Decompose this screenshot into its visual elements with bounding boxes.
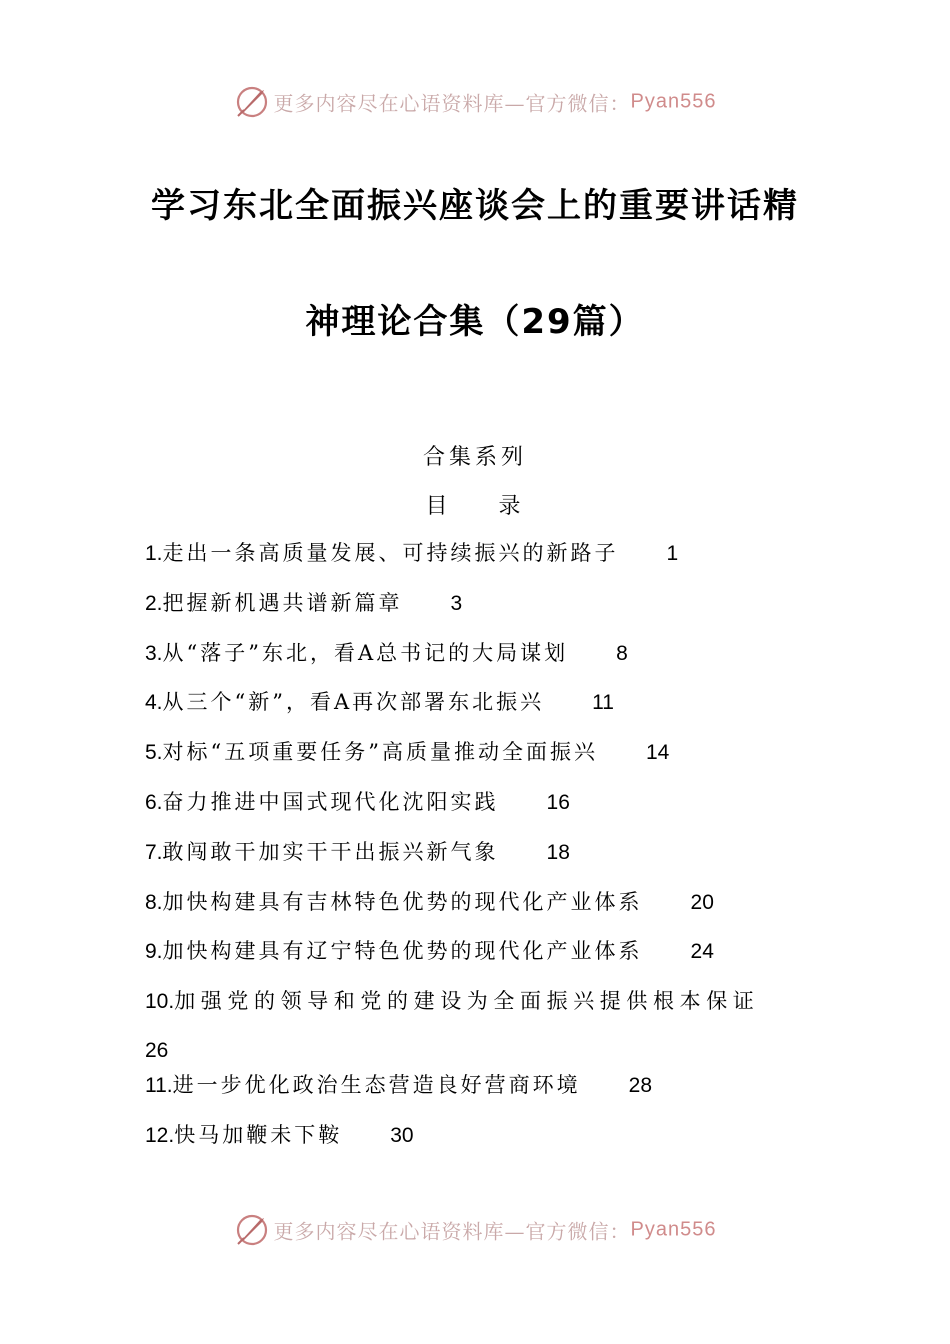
toc-entry[interactable]: 10.加强党的领导和党的建设为全面振兴提供根本保证 26	[145, 984, 815, 1068]
watermark-header	[0, 84, 950, 120]
toc-heading: 目 录	[425, 494, 525, 519]
toc-entry[interactable]: 12.快马加鞭未下鞍 30	[145, 1122, 414, 1147]
document-title-line-1: 学习东北全面振兴座谈会上的重要讲话精	[151, 186, 799, 226]
toc-entry[interactable]: 2.把握新机遇共谱新篇章 3	[145, 590, 463, 615]
toc-page-number: 14	[646, 741, 670, 765]
toc-entry[interactable]: 4.从三个“新”，看A再次部署东北振兴 11	[145, 690, 614, 715]
toc-entry[interactable]: 7.敢闯敢干加实干干出振兴新气象 18	[145, 839, 570, 864]
toc-entry[interactable]: 5.对标“五项重要任务”高质量推动全面振兴 14	[145, 740, 670, 765]
watermark-wechat-id: Pyan556	[630, 90, 717, 113]
toc-entry[interactable]: 3.从“落子”东北，看A总书记的大局谋划 8	[145, 640, 628, 665]
watermark-footer	[0, 1212, 950, 1248]
toc-page-number: 20	[690, 890, 714, 914]
toc-page-number: 8	[616, 641, 628, 665]
toc-entry[interactable]: 6.奋力推进中国式现代化沈阳实践 16	[145, 789, 570, 814]
document-title-line-2: 神理论合集（29篇）	[305, 302, 645, 342]
watermark-text: 更多内容尽在心语资料库—官方微信：	[273, 91, 631, 116]
watermark-text: 更多内容尽在心语资料库—官方微信：	[273, 1219, 631, 1244]
quill-logo-icon	[234, 84, 270, 120]
toc-page-number: 28	[628, 1074, 652, 1098]
toc-page-number: 26	[145, 1039, 169, 1063]
table-of-contents	[145, 536, 815, 1168]
series-label: 合集系列	[422, 445, 527, 470]
toc-page-number: 1	[666, 542, 679, 565]
toc-page-number: 24	[690, 940, 714, 964]
toc-entry[interactable]: 8.加快构建具有吉林特色优势的现代化产业体系 20	[145, 889, 714, 914]
toc-page-number: 16	[546, 790, 570, 814]
quill-logo-icon	[234, 1212, 270, 1248]
toc-page-number: 3	[450, 591, 463, 615]
toc-page-number: 18	[546, 840, 570, 864]
toc-page-number: 30	[390, 1123, 414, 1147]
toc-entry[interactable]: 1.走出一条高质量发展、可持续振兴的新路子 1	[145, 541, 679, 565]
toc-entry[interactable]: 9.加快构建具有辽宁特色优势的现代化产业体系 24	[145, 939, 714, 964]
watermark-wechat-id: Pyan556	[630, 1218, 717, 1241]
toc-entry[interactable]: 11.进一步优化政治生态营造良好营商环境 28	[145, 1073, 652, 1098]
toc-page-number: 11	[592, 691, 614, 715]
